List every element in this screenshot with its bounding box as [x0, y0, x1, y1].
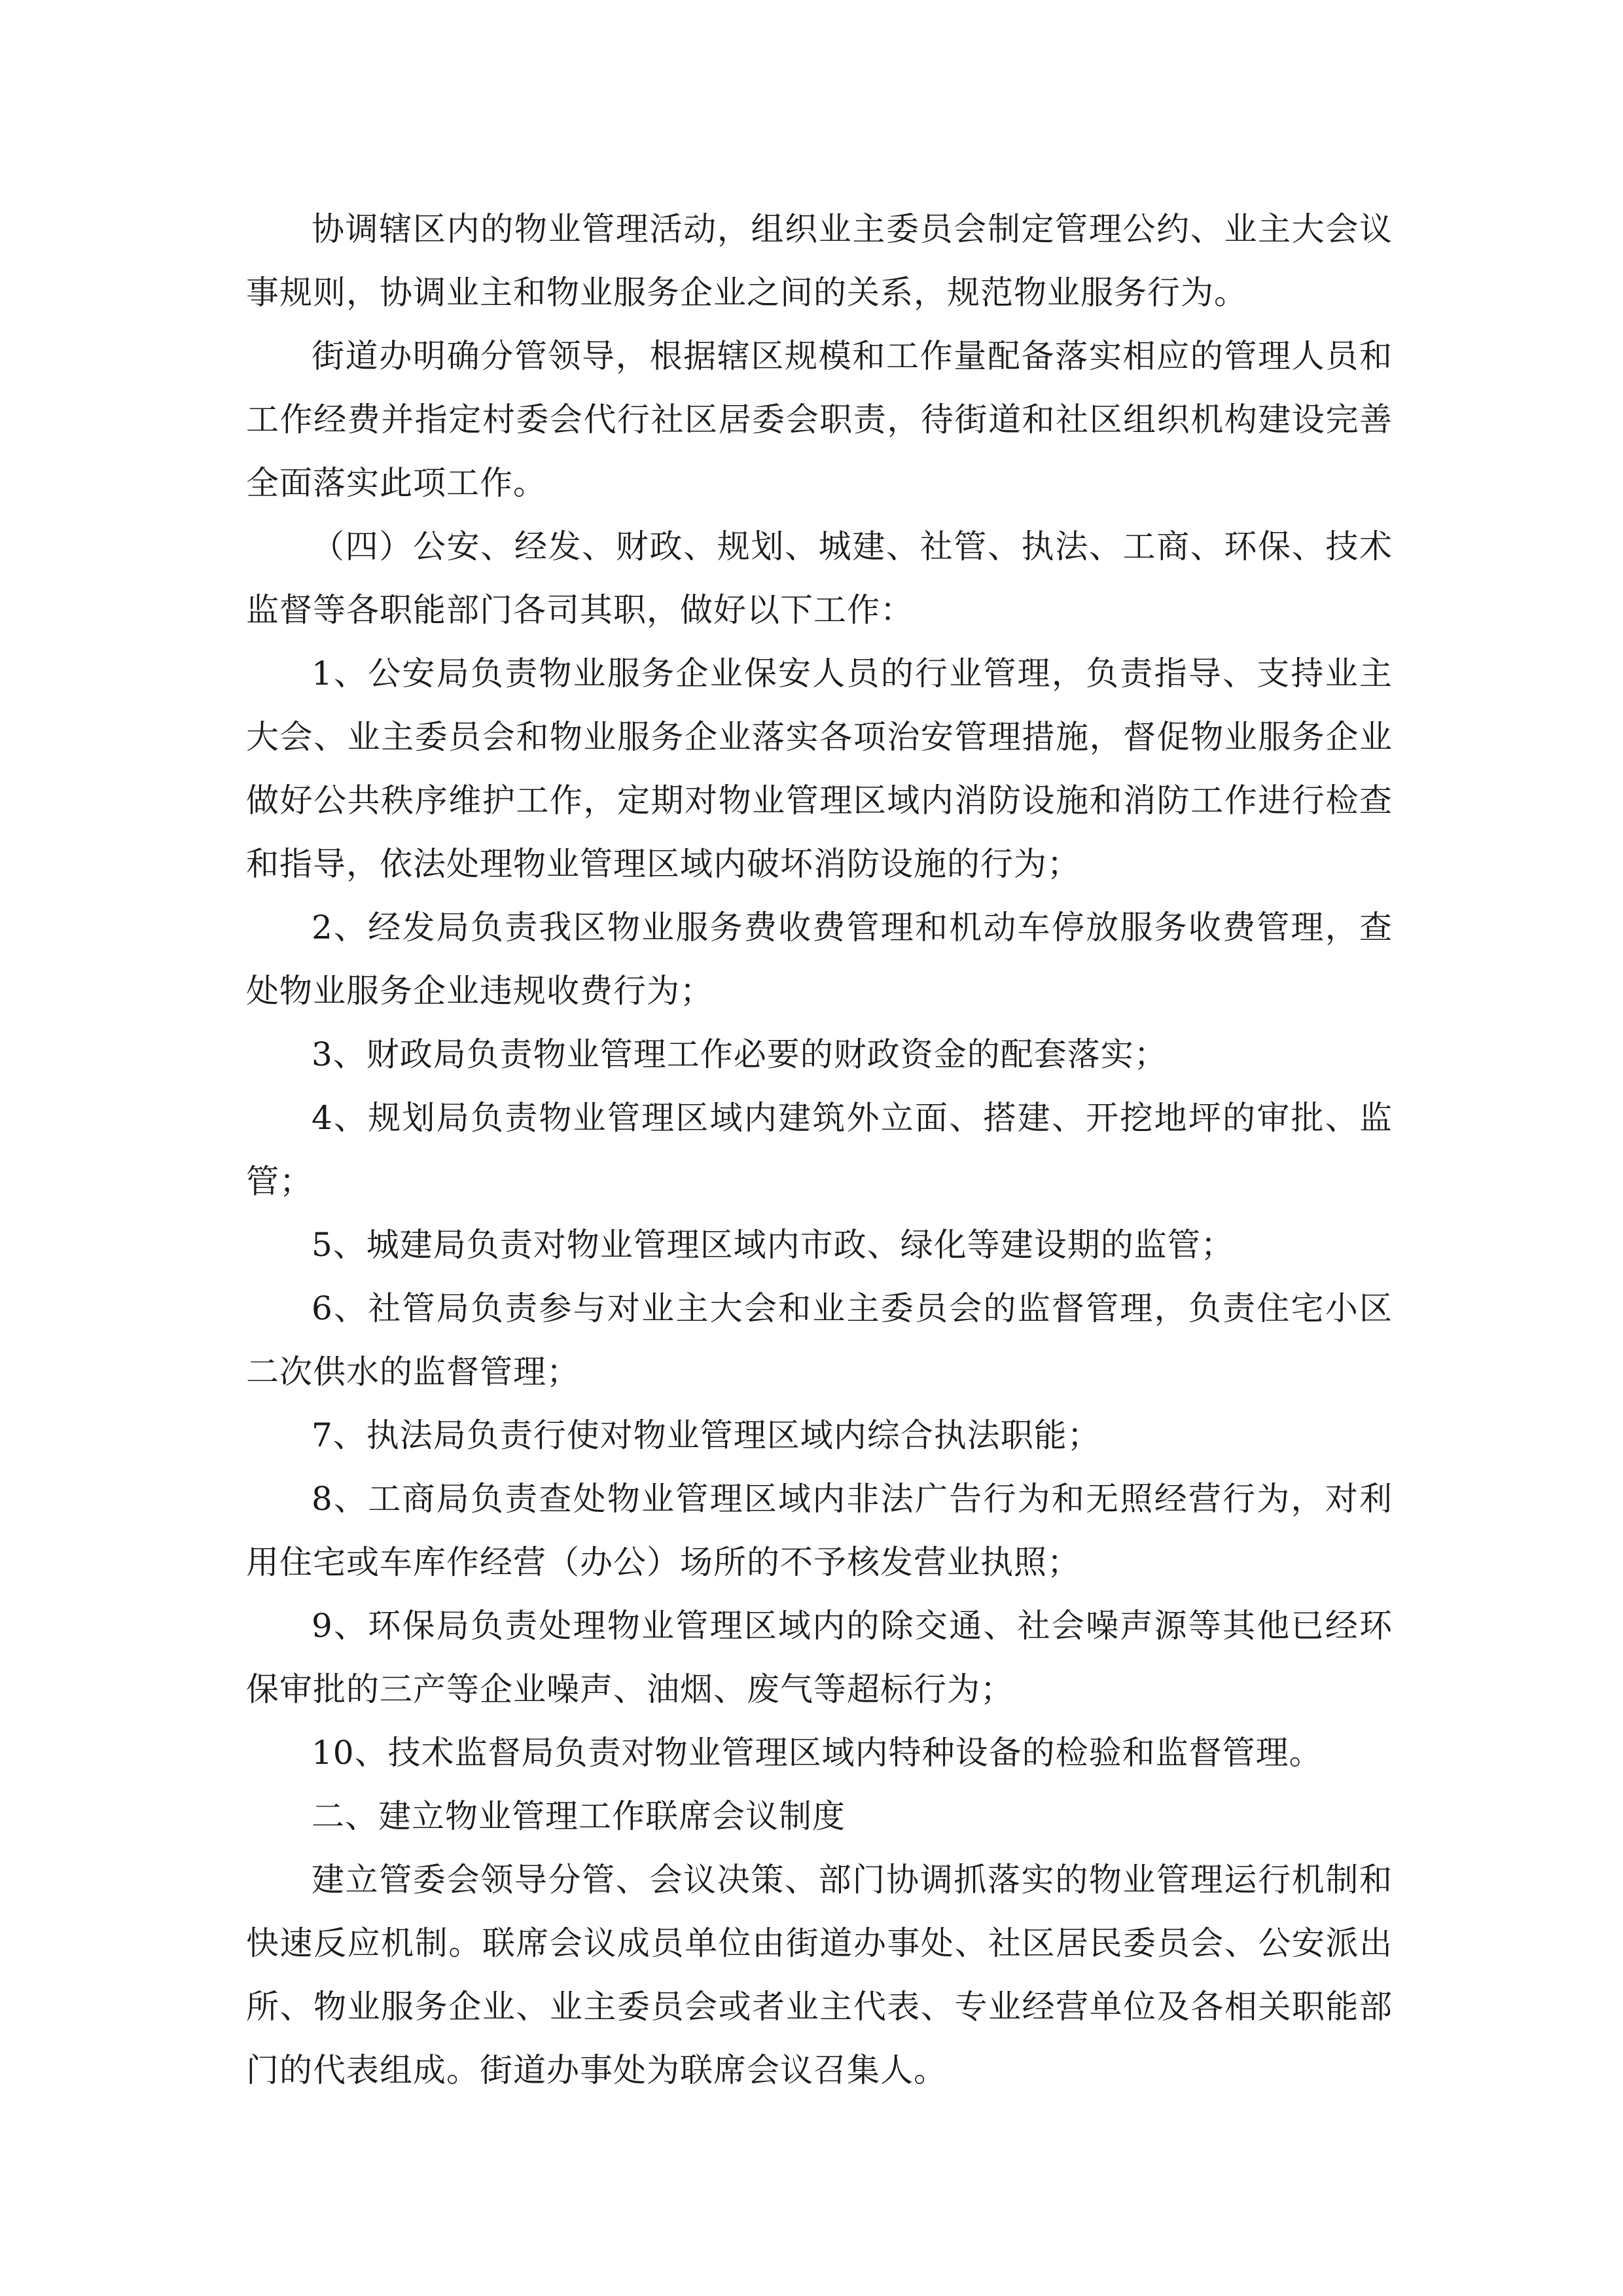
- paragraph-item-9-environmental: 9、环保局负责处理物业管理区域内的除交通、社会噪声源等其他已经环保审批的三产等企业噪声、油烟、废气等超标行为；: [246, 1607, 1393, 1708]
- section-heading-joint-meeting: 二、建立物业管理工作联席会议制度: [312, 1797, 846, 1835]
- paragraph-item-2-economic-development: 2、经发局负责我区物业服务费收费管理和机动车停放服务收费管理，查处物业服务企业违规收费行为；: [246, 908, 1393, 1010]
- paragraph-joint-meeting-mechanism: 建立管委会领导分管、会议决策、部门协调抓落实的物业管理运行机制和快速反应机制。联席会议成员单位由街道办事处、社区居民委员会、公安派出所、物业服务企业、业主委员会或者业主代表、专业经营单位及各相关职能部门的代表组成。街道办事处为联席会议召集人。: [246, 1861, 1393, 2089]
- paragraph-street-office-leadership: 街道办明确分管领导，根据辖区规模和工作量配备落实相应的管理人员和工作经费并指定村委会代行社区居委会职责，待街道和社区组织机构建设完善全面落实此项工作。: [246, 337, 1393, 502]
- paragraph-section-four-heading: （四）公安、经发、财政、规划、城建、社管、执法、工商、环保、技术监督等各职能部门各司其职，做好以下工作：: [246, 528, 1393, 629]
- paragraph-item-6-social-management: 6、社管局负责参与对业主大会和业主委员会的监督管理，负责住宅小区二次供水的监督管理；: [246, 1289, 1393, 1391]
- paragraph-item-10-technical-supervision: 10、技术监督局负责对物业管理区域内特种设备的检验和监督管理。: [312, 1734, 1323, 1772]
- paragraph-item-5-urban-construction: 5、城建局负责对物业管理区域内市政、绿化等建设期的监管；: [312, 1226, 1234, 1264]
- paragraph-item-8-commerce: 8、工商局负责查处物业管理区域内非法广告行为和无照经营行为，对利用住宅或车库作经营（办公）场所的不予核发营业执照；: [246, 1480, 1393, 1581]
- document-body: [246, 198, 1393, 2102]
- paragraph-item-3-finance: 3、财政局负责物业管理工作必要的财政资金的配套落实；: [312, 1035, 1168, 1073]
- paragraph-property-coordination: 协调辖区内的物业管理活动，组织业主委员会制定管理公约、业主大会议事规则，协调业主和物业服务企业之间的关系，规范物业服务行为。: [246, 210, 1393, 312]
- paragraph-item-4-planning: 4、规划局负责物业管理区域内建筑外立面、搭建、开挖地坪的审批、监管；: [246, 1099, 1393, 1200]
- paragraph-item-1-public-security: 1、公安局负责物业服务企业保安人员的行业管理，负责指导、支持业主大会、业主委员会和物业服务企业落实各项治安管理措施，督促物业服务企业做好公共秩序维护工作，定期对物业管理区域内消防设施和消防工作进行检查和指导，依法处理物业管理区域内破坏消防设施的行为；: [246, 655, 1393, 883]
- paragraph-item-7-law-enforcement: 7、执法局负责行使对物业管理区域内综合执法职能；: [312, 1416, 1101, 1454]
